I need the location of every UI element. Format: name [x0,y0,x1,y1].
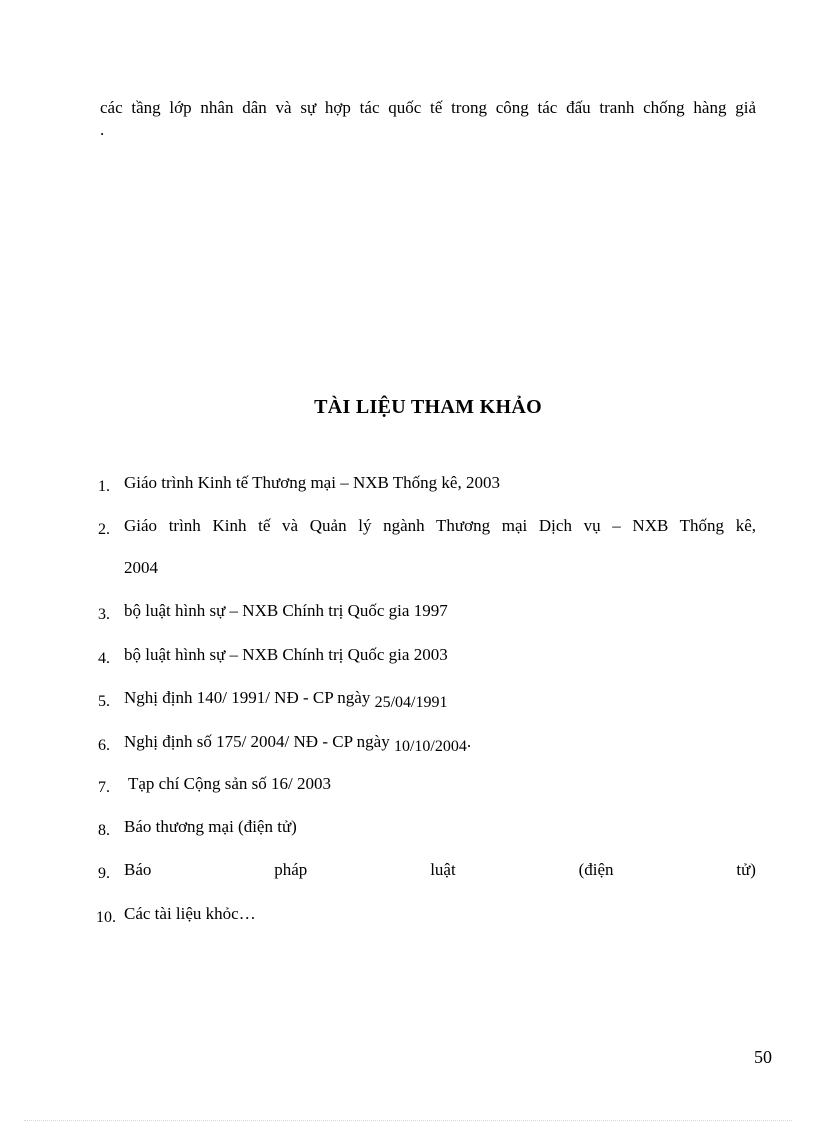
reference-item-10 [98,903,756,925]
reference-word: tử) [736,860,756,879]
reference-item-4 [98,644,756,666]
reference-item-2 [98,515,756,537]
reference-word: pháp [274,860,308,879]
page-number: 50 [754,1047,772,1067]
reference-item-1 [98,472,756,494]
intro-paragraph-line: các tầng lớp nhân dân và sự hợp tác quốc tế trong công tác đấu tranh chống hàng giả [100,98,756,117]
references-heading: TÀI LIỆU THAM KHẢO [314,396,542,418]
reference-number: 5. [98,693,110,710]
reference-word: Báo [124,860,152,879]
reference-item-3 [98,600,756,622]
reference-date: 10/10/2004 [393,738,467,755]
reference-text [124,859,756,881]
reference-text: Báo thương mại (điện tử) [124,817,297,836]
reference-number: 1. [98,478,110,495]
reference-number: 10. [96,909,116,926]
reference-text: Giáo trình Kinh tế và Quản lý ngành Thương mại Dịch vụ – NXB Thống kê, [124,516,756,535]
intro-paragraph-end: . [100,120,105,139]
reference-text: bộ luật hình sự – NXB Chính trị Quốc gia 2003 [124,645,448,664]
reference-text: Tạp chí Cộng sản số 16/ 2003 [124,774,331,793]
reference-text: Giáo trình Kinh tế Thương mại – NXB Thống kê, 2003 [124,473,500,492]
reference-word: (điện [578,860,614,879]
reference-number: 9. [98,865,110,882]
reference-word: luật [430,860,456,879]
reference-number: 6. [98,737,110,754]
reference-suffix: . [466,732,472,751]
reference-item-8 [98,816,756,838]
reference-text: Nghị định số 175/ 2004/ NĐ - CP ngày [124,732,394,751]
reference-text-wrapper [124,731,756,754]
reference-text: bộ luật hình sự – NXB Chính trị Quốc gia 1997 [124,601,448,620]
reference-item-6 [98,731,756,753]
reference-text: Các tài liệu khỏc… [124,904,256,923]
reference-item-9 [98,859,756,881]
reference-date: 25/04/1991 [374,694,448,711]
reference-number: 3. [98,606,110,623]
reference-text: Nghị định 140/ 1991/ NĐ - CP ngày [124,688,375,707]
reference-number: 2. [98,521,110,538]
reference-item-5 [98,687,756,709]
page-bottom-divider [24,1120,792,1121]
reference-item-7 [98,773,756,795]
reference-number: 8. [98,822,110,839]
reference-number: 4. [98,650,110,667]
reference-continuation: 2004 [124,558,158,577]
reference-text-wrapper [124,687,756,710]
reference-number: 7. [98,779,110,796]
